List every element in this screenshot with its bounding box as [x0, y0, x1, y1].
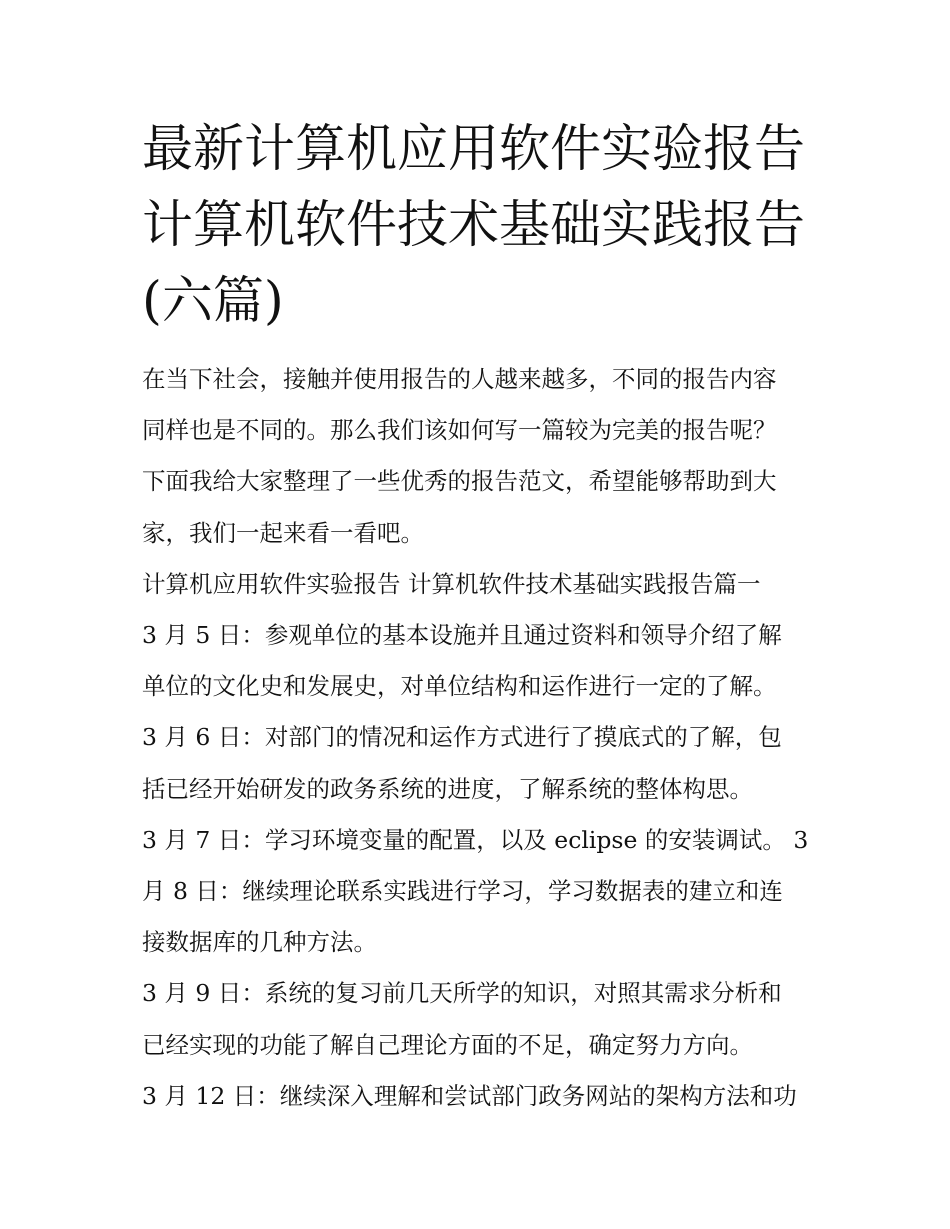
title-line: 最新计算机应用软件实验报告: [142, 120, 806, 179]
text-line: 家，我们一起来看一看吧。: [142, 518, 424, 547]
log-entry-mar-6: [142, 712, 812, 814]
text-line: 在当下社会，接触并使用报告的人越来越多，不同的报告内容: [142, 365, 777, 393]
text-line: 已经实现的功能了解自己理论方面的不足，确定努力方向。: [142, 1030, 753, 1059]
log-entry-mar-7-8: [142, 815, 812, 969]
text-line: 月 8 日：继续理论联系实践进行学习，学习数据表的建立和连: [142, 877, 783, 906]
text-line: 下面我给大家整理了一些优秀的报告范文，希望能够帮助到大: [142, 467, 777, 496]
text-line: 接数据库的几种方法。: [142, 928, 377, 957]
text-line: 括已经开始研发的政务系统的进度，了解系统的整体构思。: [142, 774, 753, 803]
document-title: [142, 112, 822, 340]
text-line: 3 月 6 日：对部门的情况和运作方式进行了摸底式的了解，包: [142, 723, 782, 752]
log-entry-mar-12: [142, 1071, 812, 1122]
text-line: 3 月 5 日：参观单位的基本设施并且通过资料和领导介绍了解: [142, 621, 782, 650]
section-heading: [142, 559, 812, 610]
text-line: 单位的文化史和发展史，对单位结构和运作进行一定的了解。: [142, 672, 777, 701]
text-line: 同样也是不同的。那么我们该如何写一篇较为完美的报告呢？: [142, 416, 777, 445]
text-line: 3 月 9 日：系统的复习前几天所学的知识，对照其需求分析和: [142, 979, 782, 1008]
log-entry-mar-5: [142, 610, 812, 712]
document-body: [142, 354, 812, 1122]
text-line: 计算机应用软件实验报告 计算机软件技术基础实践报告篇一: [142, 569, 761, 598]
text-line: 3 月 12 日：继续深入理解和尝试部门政务网站的架构方法和功: [142, 1081, 797, 1110]
title-line: 计算机软件技术基础实践报告: [142, 196, 806, 255]
title-line: (六篇): [142, 272, 284, 331]
log-entry-mar-9: [142, 968, 812, 1070]
intro-paragraph: [142, 354, 812, 559]
text-line: 3 月 7 日：学习环境变量的配置，以及 eclipse 的安装调试。 3: [142, 825, 809, 854]
